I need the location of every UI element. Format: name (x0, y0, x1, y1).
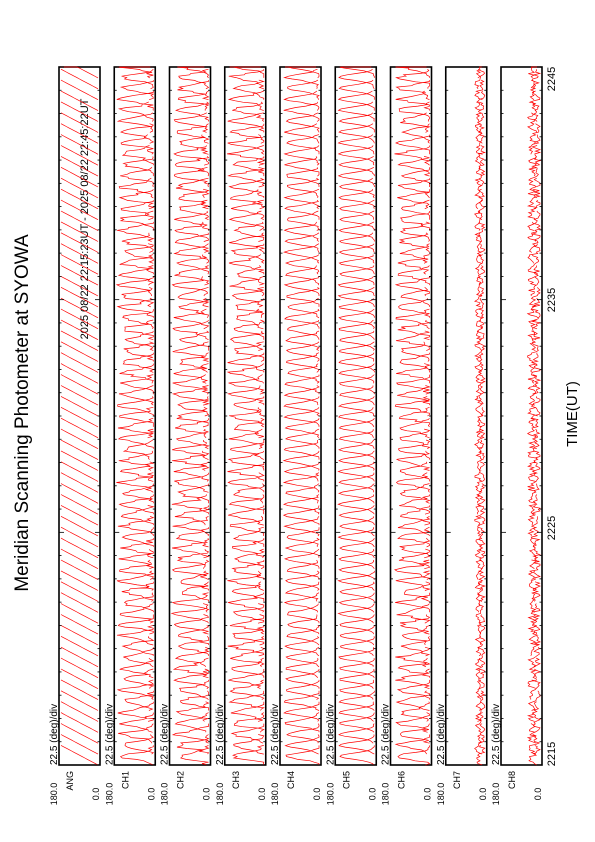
y-tick-label-top: 180.0 (325, 782, 336, 806)
panel-scale-label: 22.5 (deg)/div (491, 703, 502, 765)
panel-scale-label: 22.5 (deg)/div (325, 703, 337, 765)
chart-title: Meridian Scanning Photometer at SYOWA (12, 234, 33, 592)
panel-channel-label: CH6 (396, 771, 407, 790)
y-tick-label-top: 180.0 (380, 782, 391, 806)
y-tick-label-bottom: 0.0 (422, 787, 433, 801)
panel-scale-label: 22.5 (deg)/div (49, 703, 60, 765)
y-tick-label-top: 180.0 (214, 782, 225, 806)
panel-scale-label: 22.5 (deg)/div (270, 703, 281, 765)
panel-scale-label: 22.5 (deg)/div (380, 703, 392, 765)
y-tick-label-bottom: 0.0 (146, 787, 157, 801)
panel-channel-label: CH8 (507, 771, 517, 790)
x-axis-label: TIME(UT) (564, 381, 581, 447)
y-tick-label-bottom: 0.0 (91, 787, 101, 801)
y-tick-label-bottom: 0.0 (477, 787, 488, 801)
y-tick-label-top: 180.0 (49, 782, 59, 806)
panel-channel-label: ANG (65, 771, 75, 791)
panel-scale-label: 22.5 (deg)/div (159, 703, 171, 765)
panel-scale-label: 22.5 (deg)/div (214, 703, 226, 765)
time-range: 2025 08/22 22:15:23UT - 2025 08/22 22:45:22UT (79, 98, 91, 340)
panel-channel-label: CH2 (175, 771, 186, 790)
panel-channel-label: CH1 (120, 771, 131, 790)
y-tick-label-bottom: 0.0 (312, 787, 322, 801)
y-tick-label-top: 180.0 (491, 782, 501, 806)
y-tick-label-top: 180.0 (270, 782, 280, 806)
y-tick-label-top: 180.0 (159, 782, 170, 806)
panel-channel-label: CH7 (451, 771, 462, 790)
y-tick-label-top: 180.0 (104, 782, 115, 806)
y-tick-label-bottom: 0.0 (201, 787, 212, 801)
x-tick-label-2215: 2215 (546, 741, 558, 767)
y-tick-label-top: 180.0 (435, 782, 446, 806)
y-tick-label-bottom: 0.0 (533, 787, 543, 801)
panel-channel-label: CH3 (230, 771, 241, 790)
x-tick-label-2245: 2245 (546, 66, 558, 92)
panel-channel-label: CH5 (341, 771, 352, 790)
y-tick-label-bottom: 0.0 (256, 787, 267, 801)
panel-channel-label: CH4 (286, 771, 296, 790)
panel-scale-label: 22.5 (deg)/div (104, 703, 116, 765)
y-tick-label-bottom: 0.0 (367, 787, 378, 801)
panel-scale-label: 22.5 (deg)/div (435, 703, 447, 765)
x-tick-label-2225: 2225 (546, 515, 558, 541)
x-tick-label-2235: 2235 (546, 287, 558, 313)
